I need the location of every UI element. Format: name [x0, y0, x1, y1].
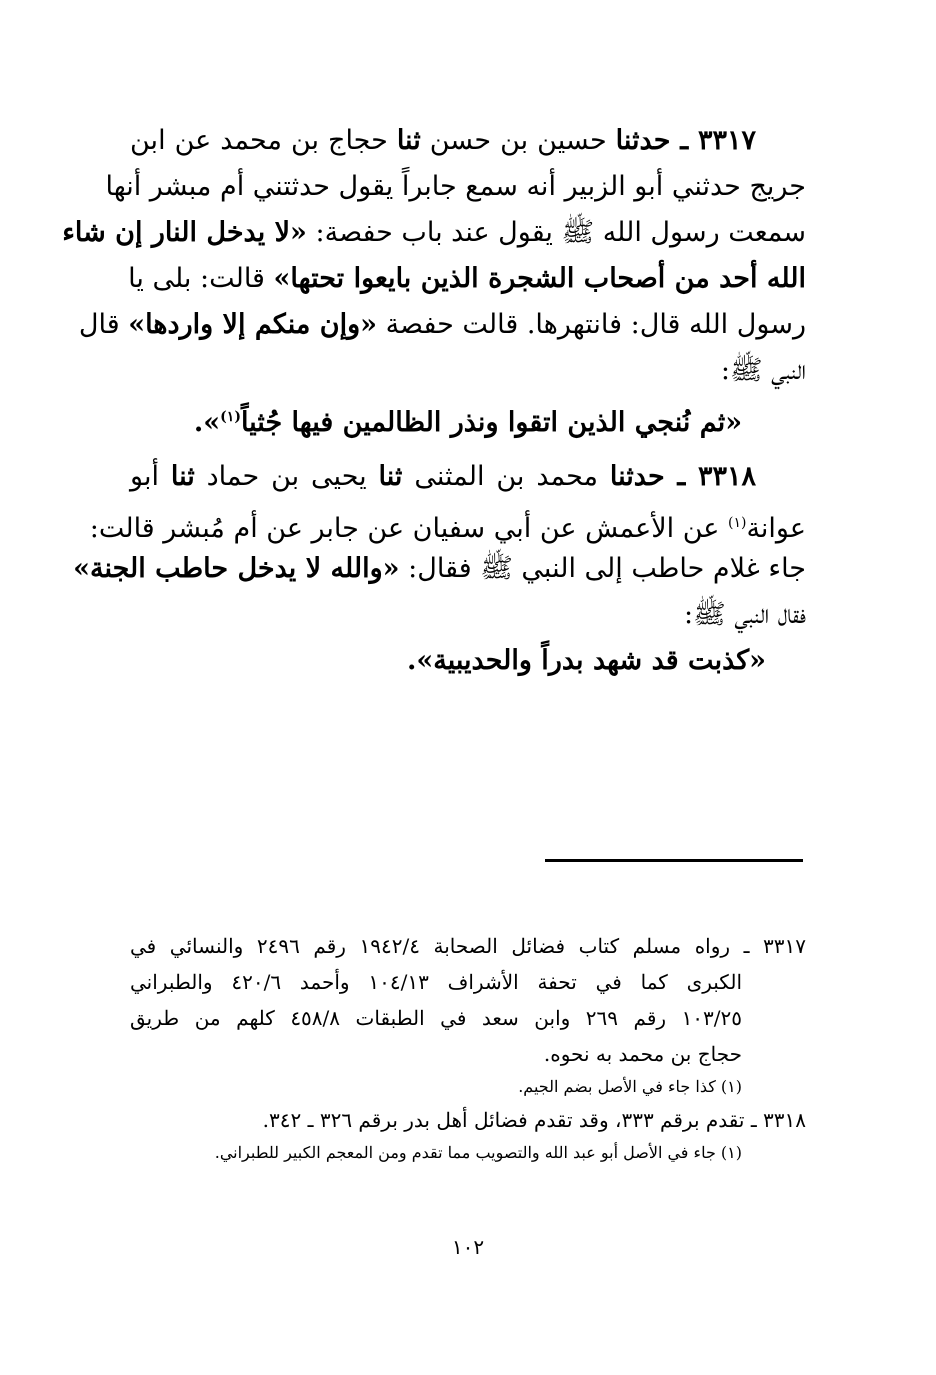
prophet-quote: «كذبت قد شهد بدراً والحديبية».: [406, 645, 766, 676]
hadith-3317-line-1: ٣٣١٧ ـ حدثنا حسين بن حسن ثنا حجاج بن محمد عن ابن: [130, 125, 756, 156]
footnote-3317-line-1: ٣٣١٧ ـ رواه مسلم كتاب فضائل الصحابة ١٩٤٢/٤ رقم ٢٤٩٦ والنسائي في: [130, 934, 806, 958]
footnote-3317-line-4: حجاج بن محمد به نحوه.: [543, 1042, 742, 1066]
main-text: [62, 118, 806, 684]
hadith-3317-line-2: جريج حدثني أبو الزبير أنه سمع جابراً يقول حدثتني أم مبشر أنها: [105, 171, 806, 202]
hadith-3317-line-6: النبي ﷺ:: [720, 355, 806, 386]
footnote-3318-note: (١) جاء في الأصل أبو عبد الله والتصويب مما تقدم ومن المعجم الكبير للطبراني.: [214, 1143, 742, 1162]
hadith-3318-line-3: جاء غلام حاطب إلى النبي ﷺ فقال: «والله لا يدخل حاطب الجنة»: [73, 553, 806, 584]
hadith-number: ٣٣١٨ ـ حدثنا: [609, 461, 756, 492]
hadith-3317-line-3: سمعت رسول الله ﷺ يقول عند باب حفصة: «لا يدخل النار إن شاء: [62, 217, 806, 248]
footnotes: [130, 928, 806, 1168]
footnote-3317-line-3: ١٠٣/٢٥ رقم ٢٦٩ وابن سعد في الطبقات ٤٥٨/٨ كلهم من طريق: [130, 1006, 743, 1030]
hadith-number: ٣٣١٧ ـ حدثنا: [615, 125, 756, 156]
footnote-marker: (١): [220, 409, 241, 425]
footnote-3317-line-2: الكبرى كما في تحفة الأشراف ١٠٤/١٣ وأحمد ٤٢٠/٦ والطبراني: [130, 970, 743, 994]
footnote-3317-note: (١) كذا جاء في الأصل بضم الجيم.: [518, 1077, 742, 1096]
hadith-3317-line-4: الله أحد من أصحاب الشجرة الذين بايعوا تحتها» قالت: بلى يا: [128, 263, 806, 294]
hadith-3318-line-1: ٣٣١٨ ـ حدثنا محمد بن المثنى ثنا يحيى بن حماد ثنا أبو: [130, 461, 756, 492]
footnote-separator: [545, 859, 803, 862]
footnote-3318: ٣٣١٨ ـ تقدم برقم ٣٣٣، وقد تقدم فضائل أهل بدر برقم ٣٢٦ ـ ٣٤٢.: [262, 1108, 806, 1132]
footnote-marker: (١): [727, 515, 747, 531]
hadith-3318-line-2: عوانة$^{(١)}$ عن الأعمش عن أبي سفيان عن جابر عن أم مُبشر قالت:: [89, 513, 806, 544]
hadith-3317-line-5: رسول الله قال: فانتهرها. قالت حفصة «وإن منكم إلا واردها» قال: [78, 309, 806, 340]
quran-verse: «ثم نُنجي الذين اتقوا ونذر الظالمين فيها جُثياً$^{(١)}$».: [193, 407, 743, 438]
hadith-3318-line-4: فقال النبي ﷺ:: [684, 599, 806, 630]
page-number: ١٠٢: [451, 1235, 485, 1259]
